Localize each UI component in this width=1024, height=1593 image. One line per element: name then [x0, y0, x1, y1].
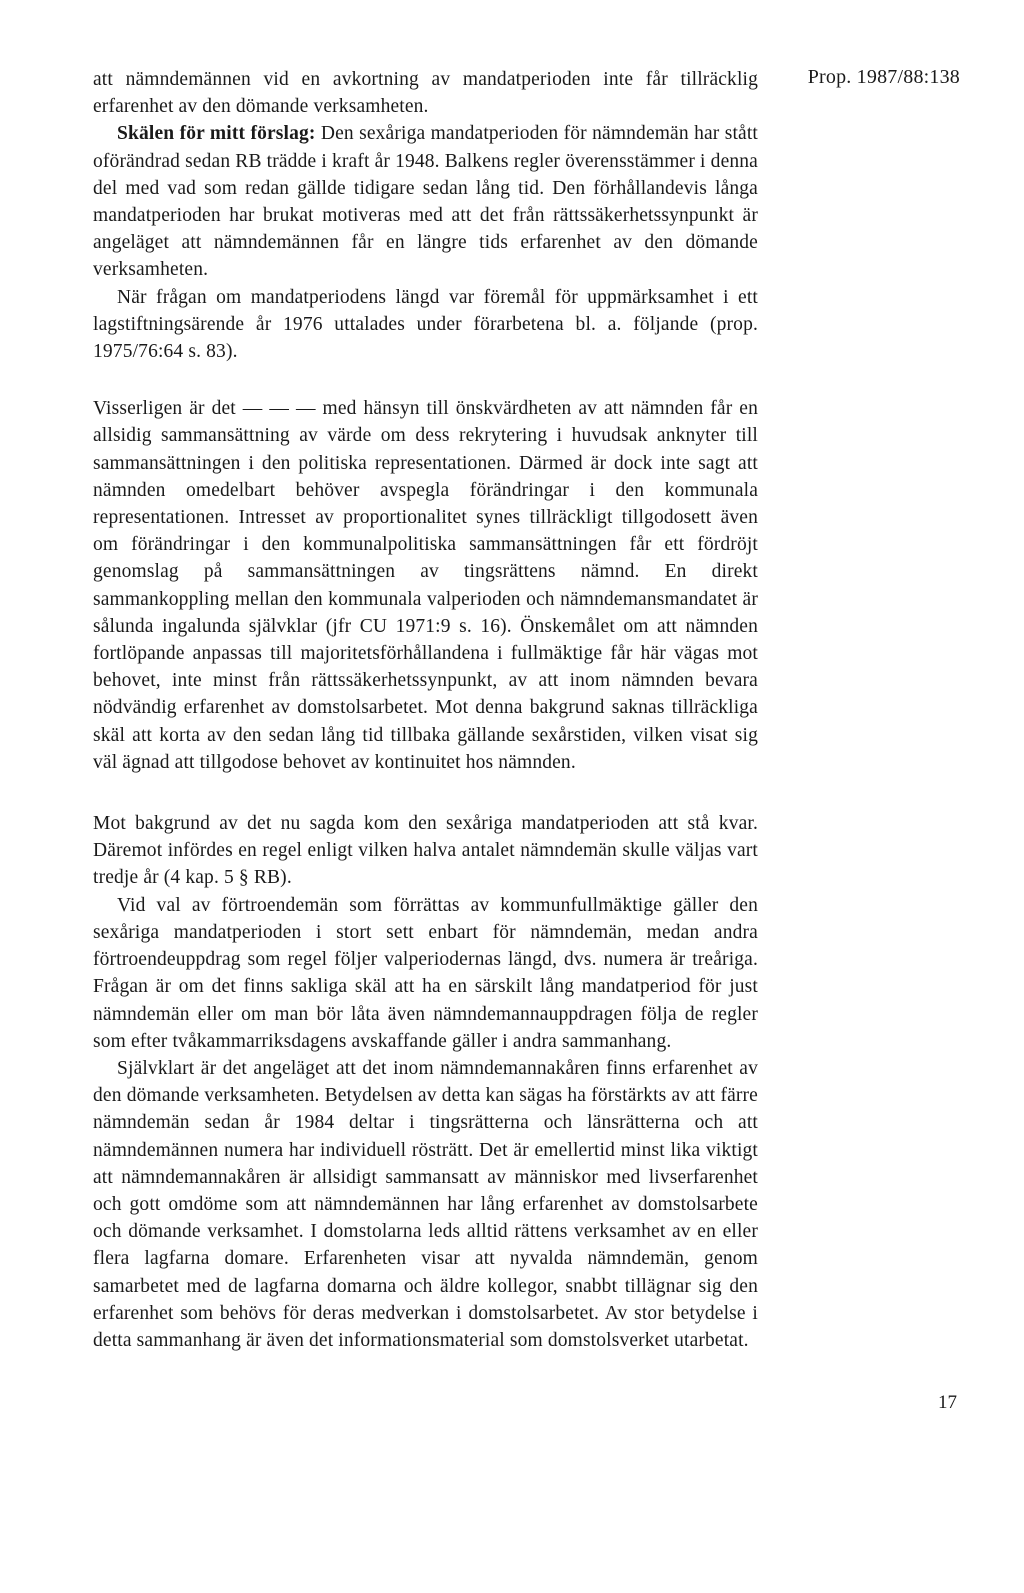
paragraph-prior-legislation: När frågan om mandatperiodens längd var föremål för uppmärksamhet i ett lagstiftningsärende år 1976 uttalades under förarbetena bl. a. följande (prop. 1975/76:64 s. 83). — [93, 286, 758, 363]
paragraph-election-terms: Vid val av förtroendemän som förrättas av kommunfullmäktige gäller den sexåriga mandatperioden i stort sett enbart för nämndemän, medan andra förtroendeuppdrag som regel följer valperiodernas längd, dvs. numera är treåriga. Frågan är om det finns sakliga skäl att ha en särskilt lång mandatperiod för just nämndemän eller om man bör låta även nämndemannauppdragen följa de regler som efter tvåkammarriksdagens avskaffande gäller i andra sammanhang. — [93, 894, 758, 1052]
paragraph-experience: Självklart är det angeläget att det inom nämndemannakåren finns erfarenhet av den dömande verksamheten. Betydelsen av detta kan sägas ha förstärkts av att färre nämndemän sedan år 1984 deltar i tingsrätterna och länsrätterna och att nämndemännen numera har individuell rösträtt. Det är emellertid minst lika viktigt att nämndemannakåren är allsidigt sammansatt av människor med livserfarenhet och gott omdöme som att nämndemännen har lång erfarenhet av domstolsarbete och dömande verksamhet. I domstolarna leds alltid rättens verksamhet av en eller flera lagfarna domare. Erfarenheten visar att nyvalda nämndemän, genom samarbetet med de lagfarna domarna och äldre kollegor, snabbt tillägnar sig den erfarenhet som behövs för deras medverkan i domstolsarbetet. Av stor betydelse i detta sammanhang är även det informationsmaterial som domstolsverket utarbetat. — [93, 1057, 758, 1351]
document-reference: Prop. 1987/88:138 — [807, 66, 960, 88]
paragraph-continuation: att nämndemännen vid en avkortning av mandatperioden inte får tillräcklig erfarenhet av den dömande verksamheten. — [93, 69, 758, 118]
block-quote: Visserligen är det — — — med hänsyn till önskvärdheten av att nämnden får en allsidig sammansättning av värde om dess rekrytering i huvudsak anknyter till sammansättningen i den politiska representationen. Därmed är dock inte sagt att nämnden omedelbart behöver avspegla förändringar i den kommunala representationen. Intresset av proportionalitet synes tillräckligt tillgodosett även om förändringar i den kommunalpolitiska sammansättningen får ett fördröjt genomslag på sammansättningen av tingsrättens nämnd. En direkt sammankoppling mellan den kommunala valperioden och nämndemansmandatet är sålunda ingalunda självklar (jfr CU 1971:9 s. 16). Önskemålet om att nämnden fortlöpande anpassas till majoritetsförhållandena i fullmäktige får här vägas mot behovet, inte minst från rättssäkerhetssynpunkt, av att inom nämnden bevara nödvändig erfarenhet av domstolsarbetet. Mot denna bakgrund saknas tillräckliga skäl att korta av den sedan lång tid tillbaka gällande sexårstiden, vilken visat sig väl ägnad att tillgodose behovet av kontinuitet hos nämnden. — [93, 398, 758, 773]
page-number: 17 — [938, 1392, 957, 1413]
paragraph-reasons — [93, 120, 758, 283]
reasons-heading: Skälen för mitt förslag: — [117, 123, 316, 145]
paragraph-outcome: Mot bakgrund av det nu sagda kom den sexåriga mandatperioden att stå kvar. Däremot infördes en regel enligt vilken halva antalet nämndemän skulle väljas vart tredje år (4 kap. 5 § RB). — [93, 813, 758, 889]
body-text — [93, 66, 758, 1354]
reasons-text: Den sexåriga mandatperioden för nämndemän har stått oförändrad sedan RB trädde i kraft år 1948. Balkens regler överensstämmer i denna del med vad som redan gällde tidigare sedan lång tid. Den förhållandevis långa mandatperioden har brukat motiveras med att det från rättssäkerhetssynpunkt är angeläget att nämndemännen får en längre tids erfarenhet av den dömande verksamheten. — [93, 123, 758, 281]
